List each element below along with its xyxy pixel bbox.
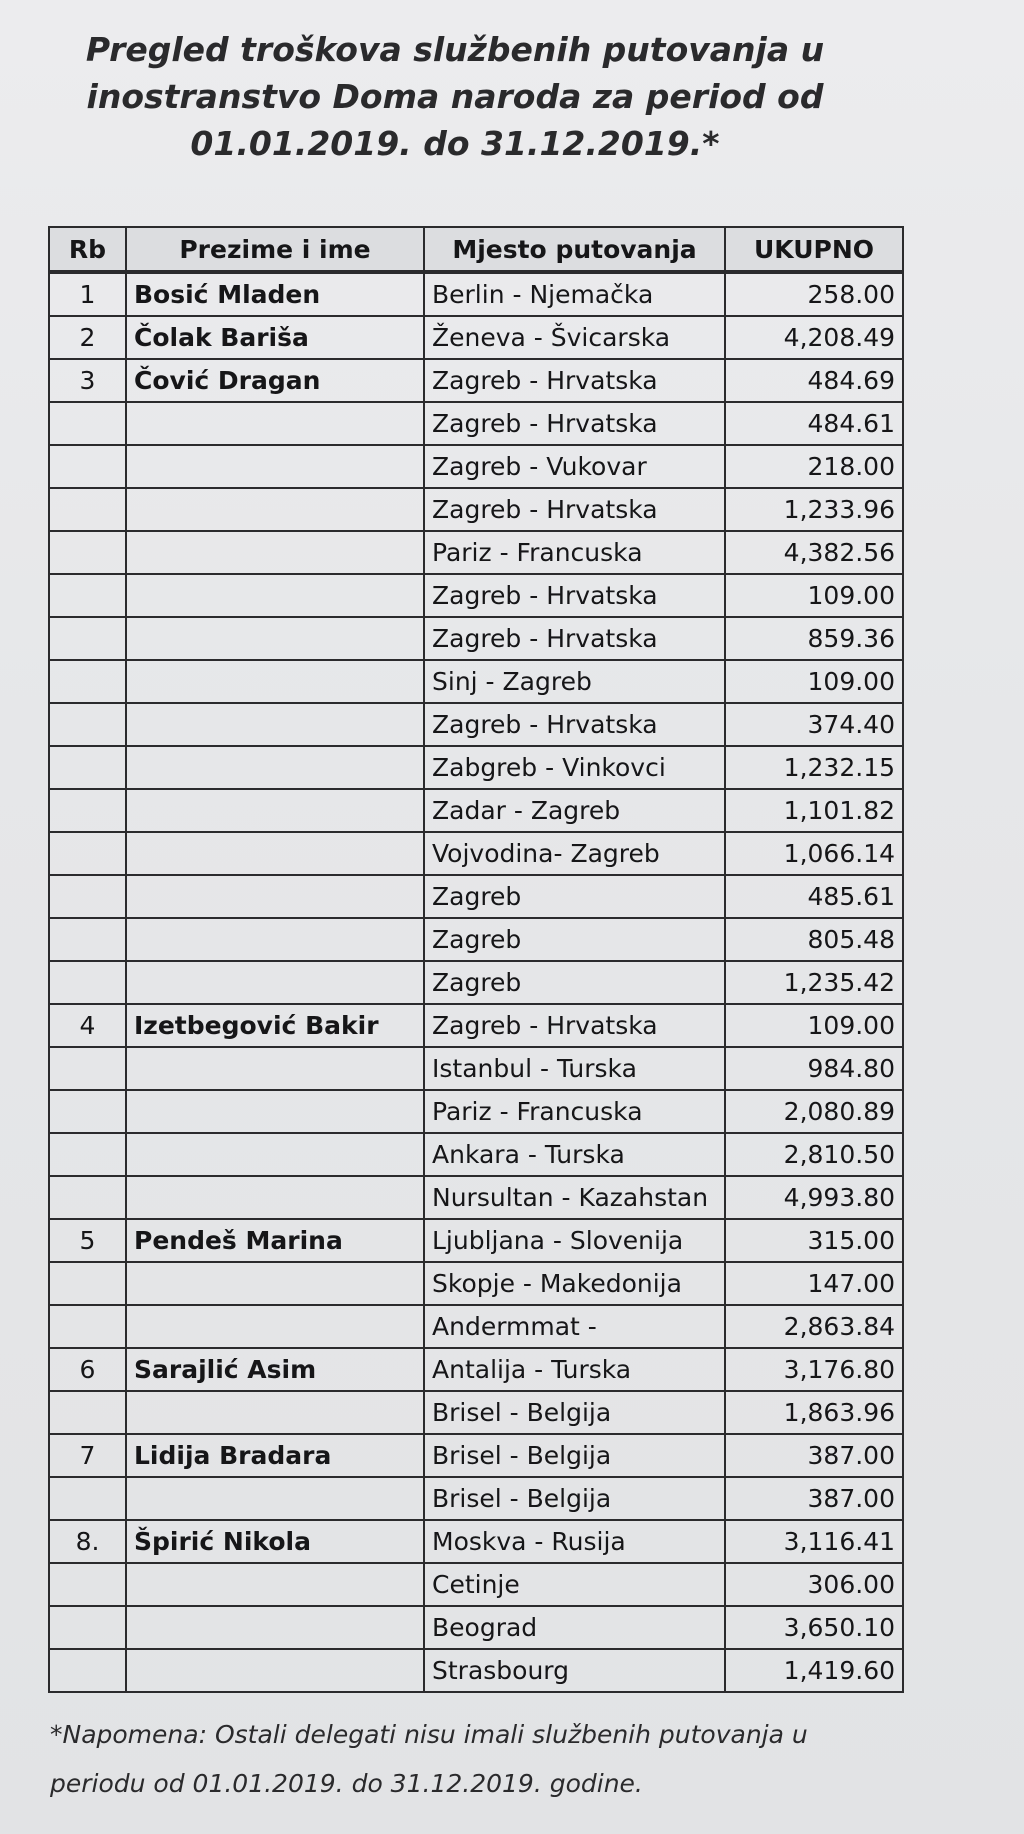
total-amount-cell: 1,232.15 xyxy=(725,746,903,789)
footnote-line-2: periodu od 01.01.2019. do 31.12.2019. godine. xyxy=(50,1769,643,1798)
table-row xyxy=(49,961,903,1004)
row-number-cell xyxy=(49,1649,126,1692)
destination-cell: Brisel - Belgija xyxy=(424,1391,725,1434)
destination-cell: Cetinje xyxy=(424,1563,725,1606)
row-number-cell xyxy=(49,1133,126,1176)
destination-cell: Zagreb - Hrvatska xyxy=(424,703,725,746)
total-amount-cell: 315.00 xyxy=(725,1219,903,1262)
person-name-cell: Sarajlić Asim xyxy=(126,1348,424,1391)
person-name-cell: Špirić Nikola xyxy=(126,1520,424,1563)
table-row xyxy=(49,1477,903,1520)
row-number-cell xyxy=(49,574,126,617)
person-name-cell xyxy=(126,703,424,746)
row-number-cell xyxy=(49,832,126,875)
title-line-2: inostranstvo Doma naroda za period od xyxy=(86,77,824,116)
table-row xyxy=(49,918,903,961)
destination-cell: Zabgreb - Vinkovci xyxy=(424,746,725,789)
table-row xyxy=(49,1305,903,1348)
table-row xyxy=(49,789,903,832)
table-row xyxy=(49,1219,903,1262)
total-amount-cell: 1,233.96 xyxy=(725,488,903,531)
row-number-cell xyxy=(49,746,126,789)
table-row xyxy=(49,1133,903,1176)
row-number-cell xyxy=(49,789,126,832)
total-amount-cell: 4,993.80 xyxy=(725,1176,903,1219)
footnote xyxy=(50,1710,910,1808)
person-name-cell: Lidija Bradara xyxy=(126,1434,424,1477)
person-name-cell xyxy=(126,1305,424,1348)
destination-cell: Skopje - Makedonija xyxy=(424,1262,725,1305)
person-name-cell xyxy=(126,746,424,789)
person-name-cell xyxy=(126,531,424,574)
total-amount-cell: 387.00 xyxy=(725,1477,903,1520)
person-name-cell xyxy=(126,961,424,1004)
total-amount-cell: 4,208.49 xyxy=(725,316,903,359)
row-number-cell xyxy=(49,1305,126,1348)
row-number-cell xyxy=(49,402,126,445)
total-amount-cell: 2,810.50 xyxy=(725,1133,903,1176)
person-name-cell xyxy=(126,1391,424,1434)
total-amount-cell: 374.40 xyxy=(725,703,903,746)
person-name-cell xyxy=(126,918,424,961)
total-amount-cell: 306.00 xyxy=(725,1563,903,1606)
total-amount-cell: 484.69 xyxy=(725,359,903,402)
row-number-cell xyxy=(49,531,126,574)
table-header-row xyxy=(49,227,903,272)
total-amount-cell: 485.61 xyxy=(725,875,903,918)
header-total: UKUPNO xyxy=(725,227,903,272)
header-name: Prezime i ime xyxy=(126,227,424,272)
table-row xyxy=(49,359,903,402)
row-number-cell xyxy=(49,918,126,961)
destination-cell: Zagreb xyxy=(424,961,725,1004)
row-number-cell: 4 xyxy=(49,1004,126,1047)
footnote-line-1: *Napomena: Ostali delegati nisu imali službenih putovanja u xyxy=(50,1720,808,1749)
table-row xyxy=(49,402,903,445)
person-name-cell xyxy=(126,1606,424,1649)
table-row xyxy=(49,660,903,703)
total-amount-cell: 109.00 xyxy=(725,1004,903,1047)
row-number-cell xyxy=(49,1047,126,1090)
destination-cell: Moskva - Rusija xyxy=(424,1520,725,1563)
total-amount-cell: 2,080.89 xyxy=(725,1090,903,1133)
person-name-cell xyxy=(126,1133,424,1176)
total-amount-cell: 2,863.84 xyxy=(725,1305,903,1348)
row-number-cell xyxy=(49,1262,126,1305)
total-amount-cell: 984.80 xyxy=(725,1047,903,1090)
person-name-cell xyxy=(126,1047,424,1090)
person-name-cell xyxy=(126,1176,424,1219)
header-rb: Rb xyxy=(49,227,126,272)
destination-cell: Andermmat - xyxy=(424,1305,725,1348)
table-row xyxy=(49,617,903,660)
table-row xyxy=(49,272,903,316)
table-row xyxy=(49,875,903,918)
table-row xyxy=(49,1649,903,1692)
destination-cell: Zagreb - Hrvatska xyxy=(424,1004,725,1047)
person-name-cell xyxy=(126,660,424,703)
table-row xyxy=(49,1262,903,1305)
destination-cell: Strasbourg xyxy=(424,1649,725,1692)
table-row xyxy=(49,316,903,359)
destination-cell: Istanbul - Turska xyxy=(424,1047,725,1090)
total-amount-cell: 1,863.96 xyxy=(725,1391,903,1434)
person-name-cell xyxy=(126,1649,424,1692)
table-row xyxy=(49,1176,903,1219)
destination-cell: Zagreb xyxy=(424,875,725,918)
destination-cell: Ankara - Turska xyxy=(424,1133,725,1176)
destination-cell: Brisel - Belgija xyxy=(424,1434,725,1477)
total-amount-cell: 805.48 xyxy=(725,918,903,961)
total-amount-cell: 147.00 xyxy=(725,1262,903,1305)
document-title xyxy=(60,26,850,167)
destination-cell: Brisel - Belgija xyxy=(424,1477,725,1520)
row-number-cell xyxy=(49,1606,126,1649)
table-row xyxy=(49,1090,903,1133)
destination-cell: Ženeva - Švicarska xyxy=(424,316,725,359)
header-place: Mjesto putovanja xyxy=(424,227,725,272)
destination-cell: Zagreb - Hrvatska xyxy=(424,359,725,402)
total-amount-cell: 3,176.80 xyxy=(725,1348,903,1391)
row-number-cell xyxy=(49,445,126,488)
destination-cell: Zagreb - Hrvatska xyxy=(424,617,725,660)
person-name-cell xyxy=(126,488,424,531)
destination-cell: Pariz - Francuska xyxy=(424,1090,725,1133)
total-amount-cell: 3,650.10 xyxy=(725,1606,903,1649)
table-row xyxy=(49,1434,903,1477)
row-number-cell xyxy=(49,1176,126,1219)
total-amount-cell: 109.00 xyxy=(725,574,903,617)
table-row xyxy=(49,832,903,875)
destination-cell: Zagreb - Vukovar xyxy=(424,445,725,488)
person-name-cell: Izetbegović Bakir xyxy=(126,1004,424,1047)
person-name-cell: Bosić Mladen xyxy=(126,272,424,316)
total-amount-cell: 3,116.41 xyxy=(725,1520,903,1563)
row-number-cell xyxy=(49,875,126,918)
person-name-cell xyxy=(126,875,424,918)
person-name-cell: Čović Dragan xyxy=(126,359,424,402)
destination-cell: Ljubljana - Slovenija xyxy=(424,1219,725,1262)
destination-cell: Pariz - Francuska xyxy=(424,531,725,574)
person-name-cell xyxy=(126,1090,424,1133)
total-amount-cell: 109.00 xyxy=(725,660,903,703)
row-number-cell xyxy=(49,961,126,1004)
title-line-3: 01.01.2019. do 31.12.2019.* xyxy=(190,124,720,163)
person-name-cell xyxy=(126,1563,424,1606)
table-row xyxy=(49,703,903,746)
person-name-cell xyxy=(126,445,424,488)
person-name-cell: Pendeš Marina xyxy=(126,1219,424,1262)
destination-cell: Zadar - Zagreb xyxy=(424,789,725,832)
table-row xyxy=(49,445,903,488)
total-amount-cell: 1,235.42 xyxy=(725,961,903,1004)
row-number-cell xyxy=(49,1477,126,1520)
destination-cell: Zagreb - Hrvatska xyxy=(424,488,725,531)
table-row xyxy=(49,1047,903,1090)
person-name-cell xyxy=(126,402,424,445)
destination-cell: Zagreb - Hrvatska xyxy=(424,574,725,617)
total-amount-cell: 218.00 xyxy=(725,445,903,488)
table-row xyxy=(49,1606,903,1649)
total-amount-cell: 258.00 xyxy=(725,272,903,316)
row-number-cell xyxy=(49,660,126,703)
person-name-cell xyxy=(126,832,424,875)
total-amount-cell: 1,419.60 xyxy=(725,1649,903,1692)
destination-cell: Antalija - Turska xyxy=(424,1348,725,1391)
row-number-cell: 1 xyxy=(49,272,126,316)
row-number-cell xyxy=(49,1090,126,1133)
row-number-cell: 6 xyxy=(49,1348,126,1391)
table-row xyxy=(49,488,903,531)
title-line-1: Pregled troškova službenih putovanja u xyxy=(85,30,825,69)
destination-cell: Zagreb - Hrvatska xyxy=(424,402,725,445)
row-number-cell: 5 xyxy=(49,1219,126,1262)
row-number-cell xyxy=(49,1563,126,1606)
table-row xyxy=(49,531,903,574)
person-name-cell xyxy=(126,789,424,832)
total-amount-cell: 1,101.82 xyxy=(725,789,903,832)
table-row xyxy=(49,574,903,617)
row-number-cell xyxy=(49,617,126,660)
table-row xyxy=(49,1520,903,1563)
row-number-cell: 3 xyxy=(49,359,126,402)
destination-cell: Nursultan - Kazahstan xyxy=(424,1176,725,1219)
total-amount-cell: 859.36 xyxy=(725,617,903,660)
person-name-cell xyxy=(126,1262,424,1305)
table-body xyxy=(49,272,903,1692)
row-number-cell: 8. xyxy=(49,1520,126,1563)
person-name-cell: Čolak Bariša xyxy=(126,316,424,359)
row-number-cell xyxy=(49,703,126,746)
destination-cell: Zagreb xyxy=(424,918,725,961)
destination-cell: Vojvodina- Zagreb xyxy=(424,832,725,875)
table-row xyxy=(49,1391,903,1434)
row-number-cell xyxy=(49,1391,126,1434)
destination-cell: Berlin - Njemačka xyxy=(424,272,725,316)
destination-cell: Sinj - Zagreb xyxy=(424,660,725,703)
total-amount-cell: 484.61 xyxy=(725,402,903,445)
table-row xyxy=(49,1348,903,1391)
person-name-cell xyxy=(126,574,424,617)
table-row xyxy=(49,1004,903,1047)
row-number-cell: 7 xyxy=(49,1434,126,1477)
row-number-cell xyxy=(49,488,126,531)
destination-cell: Beograd xyxy=(424,1606,725,1649)
person-name-cell xyxy=(126,1477,424,1520)
person-name-cell xyxy=(126,617,424,660)
total-amount-cell: 1,066.14 xyxy=(725,832,903,875)
total-amount-cell: 4,382.56 xyxy=(725,531,903,574)
table-row xyxy=(49,1563,903,1606)
travel-costs-table xyxy=(48,226,904,1693)
total-amount-cell: 387.00 xyxy=(725,1434,903,1477)
row-number-cell: 2 xyxy=(49,316,126,359)
table-row xyxy=(49,746,903,789)
